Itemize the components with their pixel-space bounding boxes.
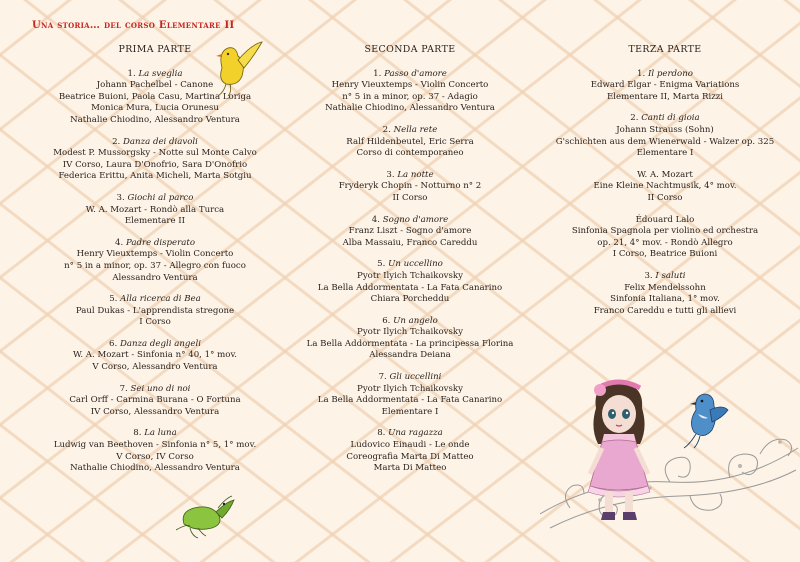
doll-girl-illustration: [578, 378, 660, 526]
item-line: Elementare II, Marta Rizzi: [607, 91, 723, 102]
program-item: [285, 69, 535, 115]
column-title: PRIMA PARTE: [118, 44, 192, 55]
item-line: Ludovico Einaudi - Le onde: [350, 440, 470, 451]
item-line: Ludwig van Beethoven - Sinfonia n° 5, 1° mov.: [53, 440, 257, 451]
item-line: I Corso: [139, 317, 171, 328]
item-line: Edward Elgar - Enigma Variations: [590, 80, 740, 91]
item-number: 3.: [644, 270, 653, 281]
green-bird-icon: [176, 494, 236, 540]
item-line: IV Corso, Alessandro Ventura: [90, 406, 220, 417]
item-heading: [30, 294, 280, 306]
item-number: 2.: [630, 113, 639, 124]
item-heading: [285, 69, 535, 81]
item-line: Édouard Lalo: [635, 214, 695, 225]
item-heading: [30, 193, 280, 205]
program-item: [540, 215, 790, 261]
item-line: I Corso, Beatrice Buioni: [612, 249, 718, 260]
program-item: [540, 113, 790, 159]
program-item: [285, 259, 535, 305]
item-line: Fryderyk Chopin - Notturno n° 2: [338, 181, 482, 192]
program-item: [30, 294, 280, 329]
item-title: Canti di gioia: [641, 113, 700, 124]
item-number: 7.: [119, 383, 128, 394]
program-item: [540, 69, 790, 104]
item-line: Johann Strauss (Sohn): [616, 124, 714, 135]
item-title: Il perdono: [647, 68, 693, 79]
program-item: [285, 170, 535, 205]
item-line: Carl Orff - Carmina Burana - O Fortuna: [69, 395, 241, 406]
item-heading: [285, 125, 535, 137]
item-number: 8.: [377, 428, 386, 439]
item-title: La sveglia: [138, 68, 183, 79]
item-number: 1.: [127, 68, 136, 79]
item-line: Modest P. Mussorgsky - Notte sul Monte Calvo: [53, 148, 257, 159]
item-heading: [540, 113, 790, 125]
item-line: Franz Liszt - Sogno d'amore: [348, 226, 472, 237]
item-line: Johann Pachelbel - Canone: [96, 80, 214, 91]
item-line: Federica Erittu, Anita Micheli, Marta Sotgiu: [58, 171, 252, 182]
column-seconda-parte: [285, 44, 535, 485]
item-number: 1.: [637, 68, 646, 79]
item-line: Pyotr Ilyich Tchaikovsky: [357, 383, 463, 394]
item-line: Elementare I: [636, 148, 694, 159]
item-number: 5.: [377, 259, 386, 270]
program-item: [30, 193, 280, 228]
item-title: Nella rete: [393, 124, 438, 135]
item-title: Alla ricerca di Bea: [120, 294, 201, 305]
item-heading: [285, 372, 535, 384]
item-line: Henry Vieuxtemps - Violin Concerto: [76, 249, 234, 260]
item-line: n° 5 in a minor, op. 37 - Adagio: [342, 91, 478, 102]
item-line: Pyotr Ilyich Tchaikovsky: [357, 270, 463, 281]
item-line: op. 21, 4° mov. - Rondò Allegro: [597, 237, 733, 248]
item-line: Franco Careddu e tutti gli allievi: [593, 305, 737, 316]
column-terza-parte: [540, 44, 790, 327]
item-number: 8.: [133, 428, 142, 439]
item-line: V Corso, Alessandro Ventura: [92, 362, 218, 373]
item-line: Paul Dukas - L'apprendista stregone: [75, 305, 235, 316]
item-title: I saluti: [655, 270, 686, 281]
item-line: Henry Vieuxtemps - Violin Concerto: [331, 80, 489, 91]
item-title: Padre disperato: [125, 237, 195, 248]
item-heading: [540, 69, 790, 81]
item-title: Sogno d'amore: [382, 214, 449, 225]
item-number: 4.: [371, 214, 380, 225]
item-heading: [285, 428, 535, 440]
item-list: [30, 69, 280, 475]
program-item: [285, 125, 535, 160]
item-number: 2.: [382, 124, 391, 135]
item-heading: [285, 170, 535, 182]
item-line: Ralf Hildenbeutel, Eric Serra: [346, 136, 474, 147]
item-line: Elementare II: [124, 216, 186, 227]
program-item: [285, 215, 535, 250]
column-title: TERZA PARTE: [628, 44, 702, 55]
item-number: 5.: [109, 294, 118, 305]
item-heading: [30, 339, 280, 351]
item-heading: [540, 271, 790, 283]
item-heading: [285, 316, 535, 328]
item-title: Danza degli angeli: [119, 338, 201, 349]
item-line: Beatrice Buioni, Paola Casu, Martina Loriga: [58, 91, 252, 102]
item-line: Marta Di Matteo: [373, 463, 447, 474]
item-number: 7.: [378, 372, 387, 383]
item-line: W. A. Mozart - Rondò alla Turca: [85, 204, 225, 215]
item-line: Pyotr Ilyich Tchaikovsky: [357, 327, 463, 338]
item-number: 4.: [115, 237, 124, 248]
item-line: IV Corso, Laura D'Onofrio, Sara D'Onofrio: [62, 159, 248, 170]
item-number: 3.: [386, 169, 395, 180]
item-heading: [30, 137, 280, 149]
program-item: [30, 384, 280, 419]
program-item: [540, 170, 790, 205]
item-heading: [30, 238, 280, 250]
item-number: 6.: [382, 315, 391, 326]
item-line: Eine Kleine Nachtmusik, 4° mov.: [593, 181, 737, 192]
item-number: 1.: [373, 68, 382, 79]
program-item: [30, 339, 280, 374]
item-line: Coreografia Marta Di Matteo: [346, 451, 474, 462]
item-title: Un uccellino: [388, 259, 443, 270]
item-line: Alba Massaiu, Franco Careddu: [342, 237, 478, 248]
item-number: 6.: [109, 338, 118, 349]
item-heading: [30, 428, 280, 440]
item-title: Sei uno di noi: [130, 383, 191, 394]
item-title: Un angelo: [393, 315, 438, 326]
item-heading: [285, 215, 535, 227]
item-line: Elementare I: [381, 406, 439, 417]
item-line: Monica Mura, Lucia Orunesu: [91, 103, 219, 114]
item-title: Giochi al parco: [127, 192, 194, 203]
item-title: La luna: [144, 428, 177, 439]
item-line: Chiara Porcheddu: [370, 294, 450, 305]
item-line: Alessandro Ventura: [112, 272, 198, 283]
program-item: [285, 316, 535, 362]
item-line: G'schichten aus dem Wienerwald - Walzer op. 325: [555, 136, 775, 147]
blue-bird-icon: [682, 388, 730, 450]
item-line: II Corso: [647, 192, 683, 203]
item-heading: [285, 259, 535, 271]
item-line: n° 5 in a minor, op. 37 - Allegro con fuoco: [64, 260, 246, 271]
item-line: Nathalie Chiodino, Alessandro Ventura: [325, 103, 495, 114]
yellow-bird-icon: [212, 38, 264, 98]
item-line: La Bella Addormentata - La principessa Florina: [306, 338, 514, 349]
item-line: Nathalie Chiodino, Alessandro Ventura: [70, 114, 240, 125]
item-line: Nathalie Chiodino, Alessandro Ventura: [70, 463, 240, 474]
item-line: Felix Mendelssohn: [624, 282, 706, 293]
column-prima-parte: [30, 44, 280, 485]
item-line: Corso di contemporaneo: [356, 148, 464, 159]
item-line: Sinfonia Italiana, 1° mov.: [610, 294, 720, 305]
item-list: [285, 69, 535, 475]
item-line: V Corso, IV Corso: [116, 451, 194, 462]
program-item: [30, 428, 280, 474]
item-line: La Bella Addormentata - La Fata Canarino: [317, 395, 503, 406]
item-number: 3.: [116, 192, 125, 203]
item-title: La notte: [397, 169, 434, 180]
program-item: [30, 137, 280, 183]
item-title: Passo d'amore: [384, 68, 447, 79]
page-header: Una storia… del corso Elementare II: [32, 20, 235, 31]
item-number: 2.: [112, 136, 121, 147]
item-line: Alessandra Deiana: [369, 350, 451, 361]
item-heading: [30, 384, 280, 396]
item-title: Una ragazza: [388, 428, 443, 439]
column-title: SECONDA PARTE: [364, 44, 456, 55]
item-list: [540, 69, 790, 318]
item-title: Danza dei diavoli: [123, 136, 198, 147]
item-line: La Bella Addormentata - La Fata Canarino: [317, 282, 503, 293]
program-item: [30, 238, 280, 284]
item-line: W. A. Mozart: [637, 169, 693, 180]
item-line: Sinfonia Spagnola per violino ed orchestra: [571, 226, 759, 237]
program-item: [540, 271, 790, 317]
item-title: Gli uccellini: [389, 372, 442, 383]
program-item: [285, 372, 535, 418]
item-line: II Corso: [392, 192, 428, 203]
item-line: W. A. Mozart - Sinfonia n° 40, 1° mov.: [72, 350, 238, 361]
program-item: [285, 428, 535, 474]
